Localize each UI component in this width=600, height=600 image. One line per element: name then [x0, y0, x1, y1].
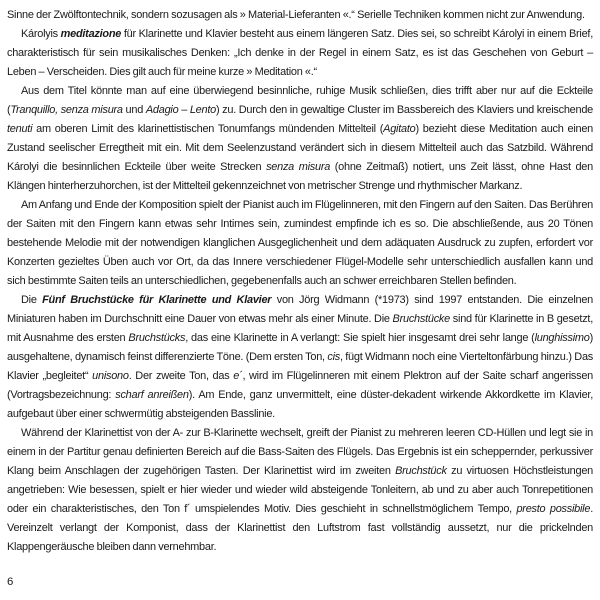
text-run: ). Am Ende, ganz unvermittelt, eine düster-dekadent wirkende Akkordkette im Klavier, aufgebaut über einer schwermütig absteigenden Basslinie.	[7, 389, 593, 420]
italic-text: unisono	[92, 370, 129, 382]
text-run: ) zu. Durch den in gewaltige Cluster im Bassbereich des Klaviers und kreischende	[215, 104, 594, 116]
italic-text: presto possibile	[516, 503, 591, 515]
italic-text: e´	[233, 370, 243, 382]
text-run: Während der Klarinettist von der A- zur B-Klarinette wechselt, greift der Pianist zu mehreren leeren CD-Hüllen und legt sie in einem in der Partitur genau definierten Bereich auf die Bass-Saiten des Flügels. Das Ergebnis ist ein scheppernder, perkussiver Klang beim Anschlagen der zugehörigen Tasten. Der Klarinettist wird im zweiten	[7, 427, 593, 477]
text-run: am oberen Limit des klarinettistischen Tonumfangs mündenden Mittelteil (	[32, 123, 384, 135]
text-run: sind für Klarinette in B gesetzt, mit Ausnahme des ersten	[7, 313, 593, 344]
italic-text: Bruchstücke	[392, 313, 450, 325]
text-run: Am Anfang und Ende der Komposition spielt der Pianist auch im Flügelinneren, mit den Fingern auf den Saiten. Das Berühren der Saiten mit den Fingern kann etwas sehr Intimes sein, zumindest empfinde ich es so. Die abschließende, aus 20 Tönen bestehende Melodie mit der notwendigen klanglichen Ausgeglichenheit und dem adäquaten Ausdruck zu zupfen, erfordert vor Konzerten gezieltes Üben auch vor Ort, da das Innere verschiedener Flügel-Modelle sehr unterschiedlich ausfallen kann und sich bestimmte Saiten teils an unterschiedlichen, gegebenenfalls auch an schwer erreichbaren Stellen befinden.	[7, 199, 593, 287]
body-text	[7, 6, 593, 557]
text-run: , das eine Klarinette in A verlangt: Sie spielt hier insgesamt drei sehr lange (	[185, 332, 535, 344]
text-run: und	[122, 104, 146, 116]
paragraph	[7, 6, 593, 25]
text-run: , fügt Widmann noch eine Vierteltonfärbung hinzu.) Das Klavier „begleitet“	[7, 351, 594, 382]
paragraph	[7, 291, 593, 424]
document-page	[7, 6, 593, 596]
text-run: für Klarinette und Klavier besteht aus einem längeren Satz. Dies sei, so schreibt Károlyi in einem Brief, charakteristisch für sein musikalisches Denken: „Ich denke in der Regel in einem Satz, es ist das Geschehen von Geburt – Leben – Verscheiden. Dies gilt auch für meine kurze » Meditation «.“	[7, 28, 593, 78]
text-run: ) bezieht diese Meditation auch einen Zustand seelischer Erregtheit mit ein. Mit dem Seelenzustand verändert sich in diesem Mittelteil auch das Satzbild. Während Károlyi die besinnlichen Eckteile über weite Strecken	[7, 123, 593, 173]
italic-text: senza misura	[266, 161, 331, 173]
italic-text: Bruchstücks	[128, 332, 186, 344]
paragraph	[7, 25, 593, 82]
italic-text: Tranquillo, senza misura	[10, 104, 123, 116]
text-run: (ohne Zeitmaß) notiert, uns Zeit lässt, ohne Hast den Klängen hinterherzuhorchen, ist der Mittelteil gekennzeichnet von metrischer Strenge und rhythmischer Markanz.	[7, 161, 593, 192]
paragraph	[7, 424, 593, 557]
italic-text: cis	[327, 351, 340, 363]
text-run: Sinne der Zwölftontechnik, sondern sozusagen als » Material-Lieferanten «.“ Serielle Techniken kommen nicht zur Anwendung.	[7, 9, 585, 21]
italic-text: Adagio – Lento	[145, 104, 216, 116]
text-run: ) ausgehaltene, dynamisch feinst differenzierte Töne. (Dem ersten Ton,	[7, 332, 593, 363]
italic-text: Agitato	[383, 123, 416, 135]
work-title: meditazione	[60, 28, 122, 40]
text-run: Károlyis	[21, 28, 61, 40]
italic-text: lunghissimo	[534, 332, 590, 344]
text-run: . Vereinzelt verlangt der Komponist, dass der Klarinettist den Luftstrom fast vollständig aussetzt, nur die prickelnden Klappengeräusche bleiben dann vernehmbar.	[7, 503, 593, 553]
text-run: zu virtuosen Höchstleistungen angetrieben: Wie besessen, spielt er hier wieder und wieder wild absteigende Tonleitern, ab und zu aber auch Tonrepetitionen oder ein charakteristisches, den Ton f´ umspielendes Motiv. Dies geschieht in schnellstmöglichem Tempo,	[7, 465, 593, 515]
italic-text: scharf anreißen	[115, 389, 189, 401]
text-run: . Der zweite Ton, das	[128, 370, 234, 382]
text-run: , wird im Flügelinneren mit einem Plektron auf der Saite scharf angerissen (Vortragsbezeichnung:	[7, 370, 593, 401]
paragraph	[7, 196, 593, 291]
italic-text: Bruchstück	[395, 465, 447, 477]
work-title: Fünf Bruchstücke für Klarinette und Klavier	[42, 294, 272, 306]
page-number: 6	[7, 576, 14, 588]
text-run: von Jörg Widmann (*1973) sind 1997 entstanden. Die einzelnen Miniaturen haben im Durchschnitt eine Dauer von etwas mehr als einer Minute. Die	[7, 294, 594, 325]
text-run: Die	[21, 294, 43, 306]
text-run: Aus dem Titel könnte man auf eine überwiegend besinnliche, ruhige Musik schließen, dies trifft aber nur auf die Eckteile (	[7, 85, 593, 116]
italic-text: tenuti	[7, 123, 33, 135]
paragraph	[7, 82, 593, 196]
